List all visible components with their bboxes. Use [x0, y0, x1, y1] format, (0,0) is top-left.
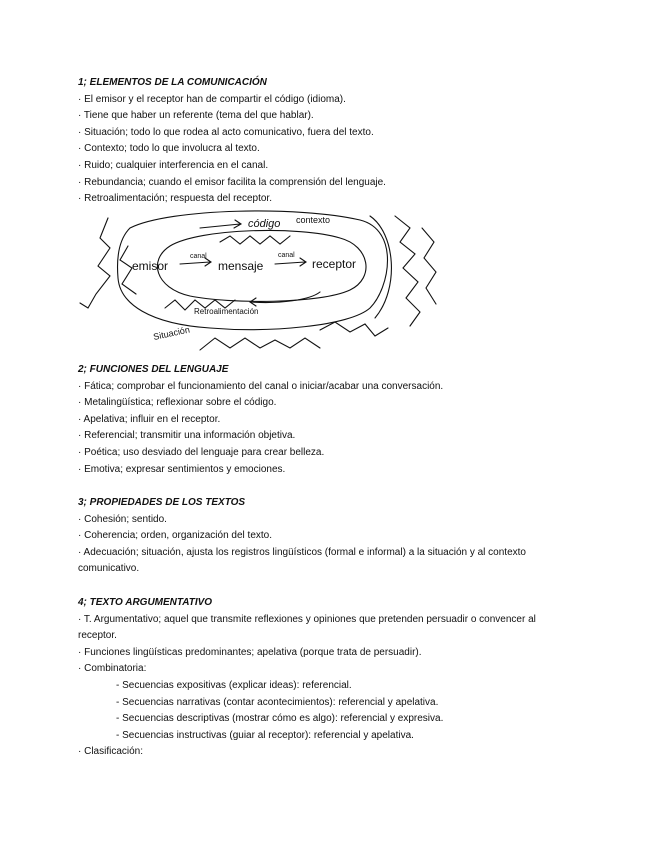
list-item: · Apelativa; influir en el receptor.	[78, 413, 221, 425]
noise-squiggle-lower-right	[320, 322, 388, 336]
list-item: · Retroalimentación; respuesta del receptor.	[78, 193, 272, 205]
sub-item: - Secuencias instructivas (guiar al receptor): referencial y apelativa.	[116, 729, 414, 741]
section-propiedades	[78, 495, 598, 578]
diagram-canal-1: canal	[190, 253, 207, 260]
section-argumentativo	[78, 595, 598, 761]
list-item: · T. Argumentativo; aquel que transmite reflexiones y opiniones que pretenden persuadir o convencer al	[78, 613, 536, 625]
list-item: · Metalingüística; reflexionar sobre el código.	[78, 397, 277, 409]
diagram-codigo: código	[248, 218, 281, 230]
diagram-situacion: Situación	[152, 324, 191, 342]
list-item: · Tiene que haber un referente (tema del que hablar).	[78, 110, 314, 122]
sub-item: - Secuencias descriptivas (mostrar cómo es algo): referencial y expresiva.	[116, 713, 444, 725]
list-item: · Referencial; transmitir una información objetiva.	[78, 430, 296, 442]
list-item: · Adecuación; situación, ajusta los registros lingüísticos (formal e informal) a la situación y al contexto	[78, 546, 526, 558]
diagram-receptor: receptor	[312, 257, 357, 271]
sub-item: - Secuencias expositivas (explicar ideas): referencial.	[116, 679, 352, 691]
list-item: · Cohesión; sentido.	[78, 513, 167, 525]
list-item: · Combinatoria:	[78, 663, 147, 675]
list-item: · Ruido; cualquier interferencia en el canal.	[78, 159, 269, 171]
list-item: · Fática; comprobar el funcionamiento del canal o iniciar/acabar una conversación.	[78, 380, 444, 392]
list-item: · Funciones lingüísticas predominantes; apelativa (porque trata de persuadir).	[78, 646, 422, 658]
diagram-canal-2: canal	[278, 252, 295, 259]
noise-squiggle-top	[220, 236, 290, 244]
section-heading: 2; FUNCIONES DEL LENGUAJE	[78, 364, 229, 375]
section-heading: 3; PROPIEDADES DE LOS TEXTOS	[78, 497, 246, 508]
diagram-retroalimentacion: Retroalimentación	[194, 307, 259, 316]
noise-squiggle-right	[395, 216, 420, 326]
diagram-mensaje: mensaje	[218, 259, 264, 273]
canal-arrow-2	[275, 258, 306, 266]
list-item: · Situación; todo lo que rodea al acto comunicativo, fuera del texto.	[78, 126, 374, 138]
list-item: · Clasificación:	[78, 746, 144, 758]
codigo-arrow	[200, 220, 241, 228]
section-heading: 4; TEXTO ARGUMENTATIVO	[78, 597, 213, 608]
list-item-continuation: comunicativo.	[78, 563, 140, 575]
list-item: · Rebundancia; cuando el emisor facilita la comprensión del lenguaje.	[78, 176, 386, 188]
list-item: · Poética; uso desviado del lenguaje para crear belleza.	[78, 446, 325, 458]
communication-diagram	[70, 208, 450, 358]
noise-squiggle-right-outer	[422, 228, 436, 304]
noise-squiggle-left	[80, 218, 110, 308]
list-item: · Contexto; todo lo que involucra al texto.	[78, 143, 260, 155]
section-heading: 1; ELEMENTOS DE LA COMUNICACIÓN	[78, 77, 267, 88]
diagram-contexto: contexto	[296, 215, 331, 225]
right-arc	[370, 216, 391, 318]
list-item: · Coherencia; orden, organización del texto.	[78, 530, 273, 542]
list-item: · El emisor y el receptor han de compartir el código (idioma).	[78, 93, 346, 105]
section-funciones	[78, 362, 598, 478]
diagram-emisor: emisor	[132, 259, 169, 273]
noise-squiggle-lower	[200, 338, 320, 350]
section-elementos	[78, 75, 598, 208]
list-item-continuation: receptor.	[78, 630, 117, 642]
sub-item: - Secuencias narrativas (contar acontecimientos): referencial y apelativa.	[116, 696, 439, 708]
list-item: · Emotiva; expresar sentimientos y emociones.	[78, 463, 286, 475]
